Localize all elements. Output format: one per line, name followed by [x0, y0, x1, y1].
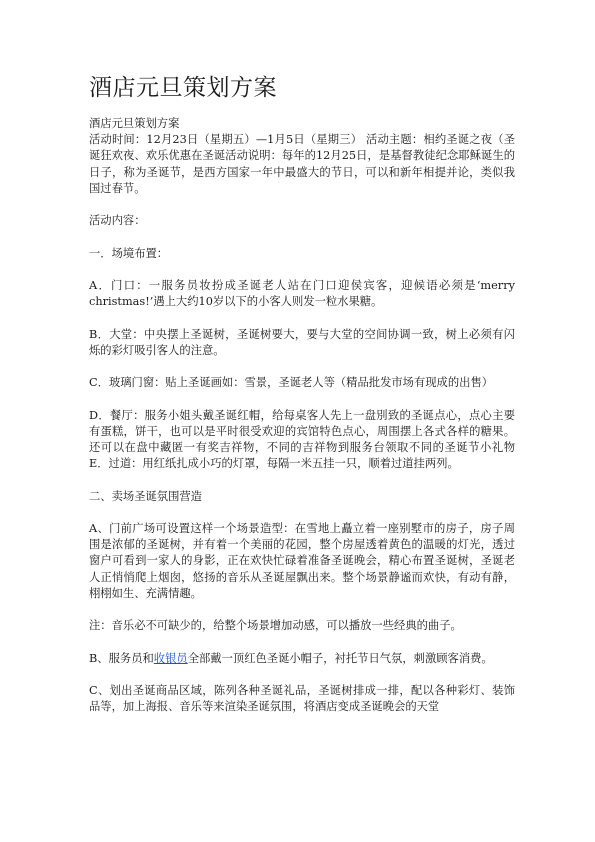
content-heading: 活动内容：	[89, 214, 146, 228]
document-body	[89, 116, 515, 732]
section-2-item-b	[89, 651, 515, 667]
item-c-windows: C．玻璃门窗：贴上圣诞画如：雪景，圣诞老人等（精品批发市场有现成的出售）	[89, 376, 494, 390]
section-2-item-b-post: 全部戴一顶红色圣诞小帽子，衬托节日气氛，刺激顾客消费。	[187, 651, 493, 665]
section-1-heading: 一．场境布置：	[89, 246, 169, 260]
section-2-note: 注：音乐必不可缺少的，给整个场景增加动感，可以播放一些经典的曲子。	[89, 619, 462, 633]
item-a-entrance: A．门口：一服务员妆扮成圣诞老人站在门口迎侯宾客，迎候语必须是‘merry christmas!’遇上大约10岁以下的小客人则发一粒水果糖。	[89, 278, 515, 309]
section-2-heading: 二、卖场圣诞氛围营造	[89, 489, 202, 503]
section-2-item-b-pre: B、服务员和	[89, 651, 154, 665]
section-2-item-a: A、门前广场可设置这样一个场景造型：在雪地上矗立着一座别墅市的房子，房子周围是浓郁的圣诞树，并有着一个美丽的花园，整个房屋透着黄色的温暖的灯光，透过窗户可看到一家人的身影，正在欢快忙碌着准备圣诞晚会，精心布置圣诞树，圣诞老人正悄悄爬上烟囱，悠扬的音乐从圣诞屋飘出来。整个场景静谧而欢快，有动有静，栩栩如生、充满情趣。	[89, 521, 515, 600]
item-b-lobby: B．大堂：中央摆上圣诞树，圣诞树要大，要与大堂的空间协调一致，树上必须有闪烁的彩灯吸引客人的注意。	[89, 327, 515, 357]
section-2-item-c: C、划出圣诞商品区域，陈列各种圣诞礼品，圣诞树排成一排，配以各种彩灯、装饰品等，加上海报、音乐等来渲染圣诞氛围，将酒店变成圣诞晚会的天堂	[89, 683, 515, 714]
document-subtitle: 酒店元旦策划方案	[89, 117, 180, 130]
item-d-restaurant: D．餐厅：服务小姐头戴圣诞红帽，给每桌客人先上一盘別致的圣诞点心，点心主要有蛋糕，饼干，也可以是平时很受欢迎的宾馆特色点心，周围摆上各式各样的糖果。还可以在盘中藏匿一有奖吉祥物，不同的吉祥物到服务台领取不同的圣诞节小礼物E．过道：用红纸扎成小巧的灯罩，每隔一米五挂一只，顺着过道挂两列。	[89, 408, 515, 471]
document-title: 酒店元旦策划方案	[89, 75, 277, 101]
intro-paragraph: 活动时间：12月23日（星期五）—1月5日（星期三） 活动主题：相约圣诞之夜（圣诞狂欢夜、欢乐优惠在圣诞活动说明：每年的12月25日，是基督教徒纪念耶稣诞生的日子，称为圣诞节，是西方国家一年中最盛大的节日，可以和新年相提并论，类似我国过春节。	[89, 133, 515, 195]
cashier-link[interactable]: 收银员	[153, 651, 188, 665]
